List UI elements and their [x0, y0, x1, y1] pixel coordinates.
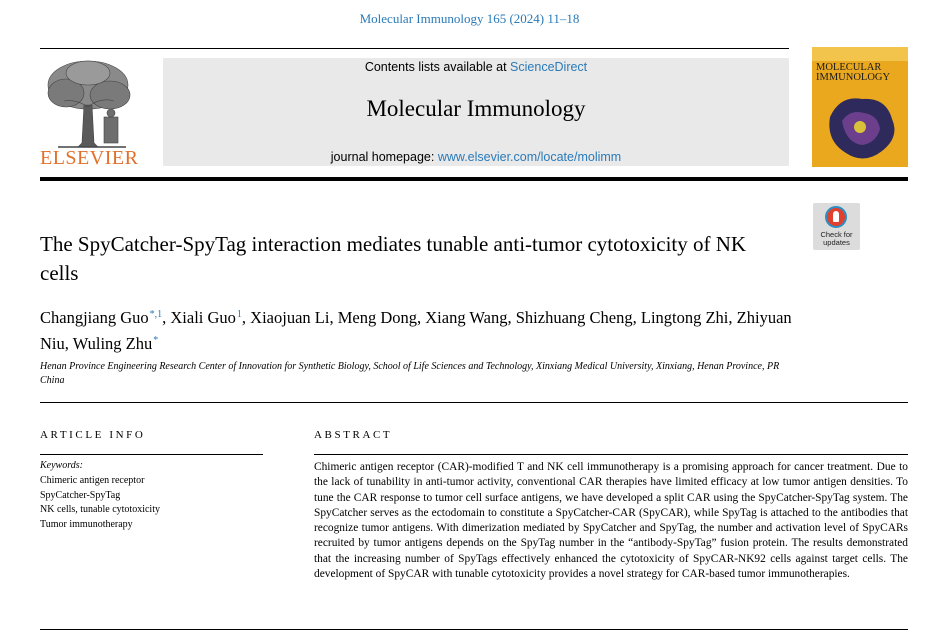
- contents-availability-line: [163, 60, 789, 74]
- page-bottom-rule: [40, 629, 908, 630]
- contents-prefix-text: Contents lists available at: [364, 60, 507, 74]
- check-updates-icon: [825, 206, 847, 228]
- cover-title: [816, 63, 890, 83]
- journal-cover-thumbnail[interactable]: [812, 47, 908, 167]
- keyword-item: Tumor immunotherapy: [40, 518, 133, 530]
- cover-title-line2: IMMUNOLOGY: [816, 72, 891, 83]
- cover-title-line1: MOLECULAR: [816, 62, 882, 73]
- author-name[interactable]: Meng Dong: [337, 308, 417, 327]
- header-top-rule: [40, 48, 789, 49]
- keyword-item: Chimeric antigen receptor: [40, 475, 145, 486]
- check-updates-label: [813, 231, 860, 247]
- author-separator: ,: [64, 334, 69, 353]
- keywords-label: Keywords:: [40, 460, 83, 471]
- article-info-heading: ARTICLE INFO: [40, 429, 146, 441]
- journal-header-panel: [163, 58, 789, 166]
- author-separator: ,: [162, 308, 167, 327]
- abstract-text: Chimeric antigen receptor (CAR)-modified T and NK cell immunotherapy is a promising approach for cancer treatment. Due to the lack of tunability in anti-tumor activity, conventional CAR therapies have limited efficacy at low tumor antigen densities. To tune the CAR response to tumor cell surface antigens, we have developed a split CAR using the SpyCatcher-SpyTag system. The SpyCatcher serves as the ectodomain to constitute a SpyCatcher-CAR (SpyCAR), while SpyTag is attached to the antibodies that recognize tumor antigens. With dimerization mediated by SpyCatcher and SpyTag, the number and activation level of SpyCARs recruited by tumor antigens depends on the SpyTag number in the “antibody-SpyTag” fusion protein. The results demonstrated that the increasing number of SpyTags effectively enhanced the cytotoxicity of SpyCAR-NK92 cells against target cells. The development of SpyCAR with tunable cytotoxicity provides a novel strategy for CAR-based tumor immunotherapies.: [314, 461, 908, 581]
- header-bottom-thick-rule: [40, 177, 908, 181]
- author-name[interactable]: Xiaojuan Li: [250, 308, 330, 327]
- author-affiliation: Henan Province Engineering Research Center of Innovation for Synthetic Biology, School of Life Sciences and Technology, Xinxiang Medical University, Xinxiang, Henan Province, PR China: [40, 361, 780, 386]
- publisher-logo-text: ELSEVIER: [40, 147, 139, 169]
- author-separator: ,: [417, 308, 422, 327]
- author-separator: ,: [329, 308, 334, 327]
- check-for-updates-button[interactable]: [813, 203, 860, 250]
- author-name[interactable]: Xiali Guo: [170, 308, 236, 327]
- keywords-list: [40, 474, 160, 532]
- author-footnote-mark[interactable]: *: [153, 335, 159, 346]
- cover-artwork-icon: [820, 87, 902, 165]
- author-name[interactable]: Wuling Zhu: [72, 334, 153, 353]
- check-updates-line2: updates: [823, 238, 850, 247]
- author-separator: ,: [632, 308, 637, 327]
- article-title: The SpyCatcher-SpyTag interaction mediates tunable anti-tumor cytotoxicity of NK cells: [40, 232, 747, 285]
- author-name[interactable]: Shizhuang Cheng: [515, 308, 633, 327]
- affiliation-divider: [40, 402, 908, 403]
- author-name[interactable]: Xiang Wang: [425, 308, 508, 327]
- sciencedirect-link[interactable]: ScienceDirect: [510, 60, 588, 74]
- journal-homepage-line: [163, 150, 789, 164]
- author-footnote-mark[interactable]: *,1: [149, 309, 163, 320]
- author-list: [40, 303, 800, 355]
- keyword-item: NK cells, tunable cytotoxicity: [40, 504, 160, 515]
- abstract-rule: [314, 454, 908, 455]
- author-name[interactable]: Lingtong Zhi: [640, 308, 729, 327]
- cover-top-strip: [812, 47, 908, 61]
- journal-name: Molecular Immunology: [366, 96, 586, 121]
- journal-homepage-link[interactable]: www.elsevier.com/locate/molimm: [437, 150, 622, 164]
- check-updates-line1: Check for: [820, 230, 853, 239]
- journal-citation-link[interactable]: Molecular Immunology 165 (2024) 11–18: [359, 11, 580, 26]
- homepage-prefix-text: journal homepage:: [330, 150, 435, 164]
- author-separator: ,: [241, 308, 247, 327]
- abstract-heading: ABSTRACT: [314, 429, 393, 441]
- check-updates-bookmark-icon: [833, 211, 839, 222]
- keyword-item: SpyCatcher-SpyTag: [40, 489, 121, 501]
- author-separator: ,: [507, 308, 512, 327]
- author-name[interactable]: Zhiyuan Niu: [40, 308, 792, 353]
- author-name[interactable]: Changjiang Guo: [40, 308, 149, 327]
- article-info-rule: [40, 454, 263, 455]
- author-separator: ,: [728, 308, 733, 327]
- author-footnote-mark[interactable]: 1: [236, 309, 242, 320]
